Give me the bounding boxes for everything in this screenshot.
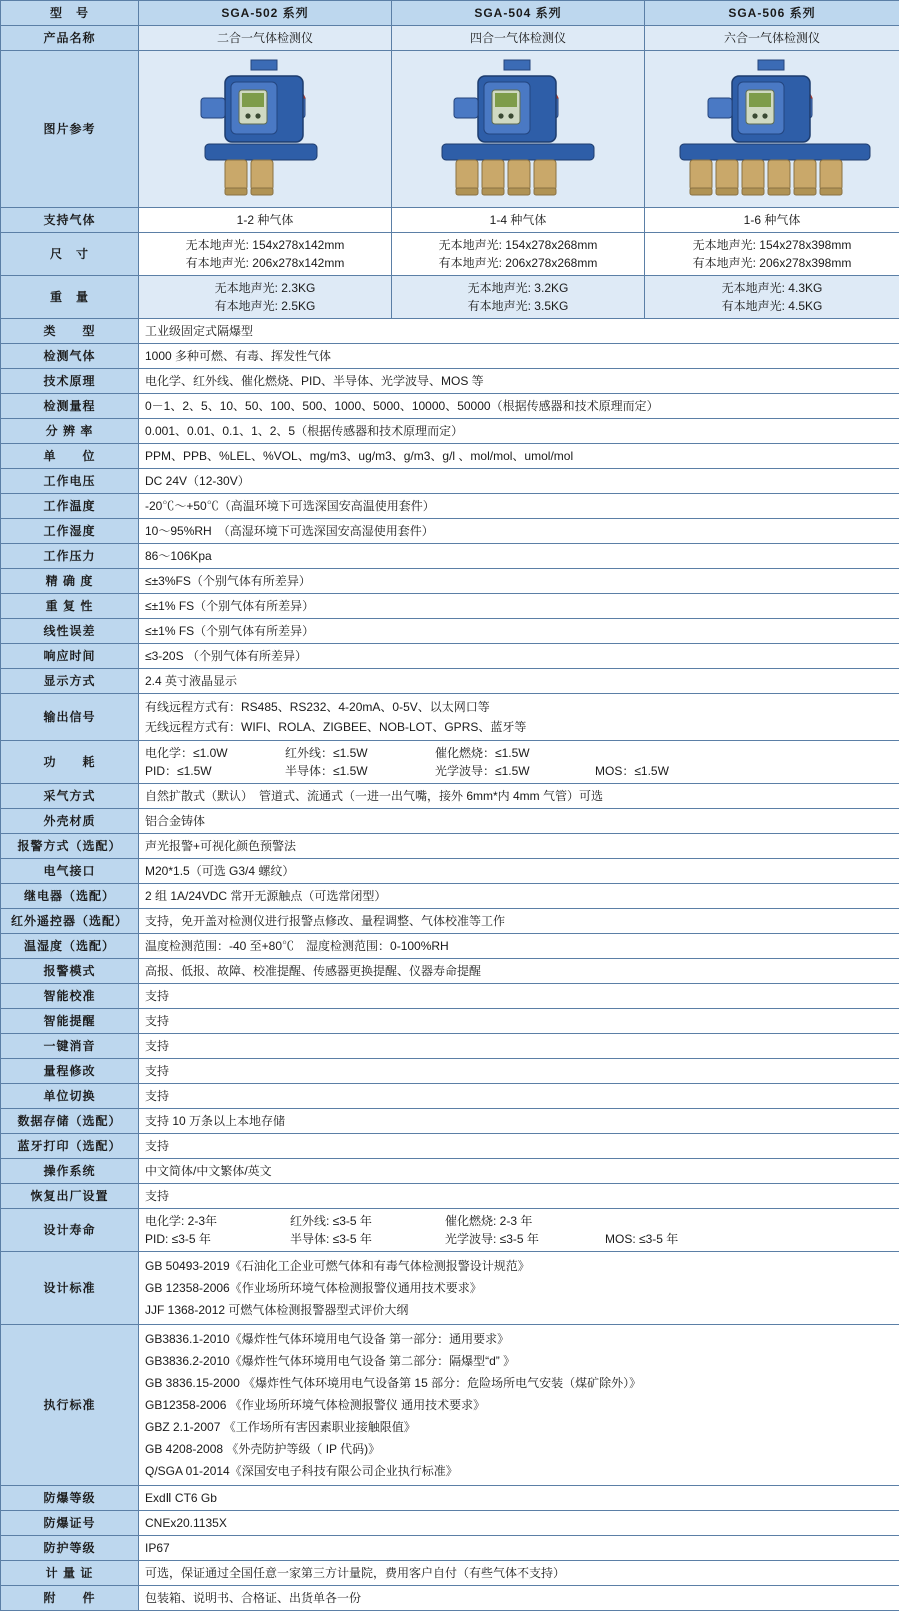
size-506-line1: 无本地声光: 154x278x398mm bbox=[651, 236, 893, 254]
table-row-range bbox=[1, 394, 899, 419]
exec-standard-3: GB 3836.15-2000 《爆炸性气体环境用电气设备第 15 部分：危险场所电气安装（煤矿除外）》 bbox=[145, 1372, 893, 1394]
row-value-os: 中文简体/中文繁体/英文 bbox=[139, 1159, 899, 1184]
row-label-weight: 重 量 bbox=[1, 276, 139, 319]
table-row-alarm-modes bbox=[1, 959, 899, 984]
table-row-relay-option bbox=[1, 884, 899, 909]
table-row-work-pressure bbox=[1, 544, 899, 569]
row-value-ip-grade: IP67 bbox=[139, 1536, 899, 1561]
row-value-output-signal bbox=[139, 694, 899, 741]
table-row-response-time bbox=[1, 644, 899, 669]
detector-illustration-6in1 bbox=[652, 54, 892, 199]
exec-standard-2: GB3836.2-2010《爆炸性气体环境用电气设备 第二部分：隔爆型“d” 》 bbox=[145, 1350, 893, 1372]
power-optical-waveguide: 光学波导：≤1.5W bbox=[435, 762, 595, 780]
row-value-work-pressure: 86～106Kpa bbox=[139, 544, 899, 569]
row-value-response-time: ≤3-20S （个别气体有所差异） bbox=[139, 644, 899, 669]
product-name-504: 四合一气体检测仪 bbox=[392, 26, 645, 51]
row-label-ex-grade: 防爆等级 bbox=[1, 1486, 139, 1511]
row-value-design-life bbox=[139, 1209, 899, 1252]
table-row-ex-cert bbox=[1, 1511, 899, 1536]
power-electrochemical: 电化学：≤1.0W bbox=[145, 744, 285, 762]
table-row-linear-error bbox=[1, 619, 899, 644]
row-label-principle: 技术原理 bbox=[1, 369, 139, 394]
row-value-unit-switch: 支持 bbox=[139, 1084, 899, 1109]
row-value-type: 工业级固定式隔爆型 bbox=[139, 319, 899, 344]
size-504-line1: 无本地声光: 154x278x268mm bbox=[398, 236, 638, 254]
table-row-resolution bbox=[1, 419, 899, 444]
row-label-accuracy: 精 确 度 bbox=[1, 569, 139, 594]
row-value-ex-cert: CNEx20.1135X bbox=[139, 1511, 899, 1536]
row-value-data-storage-option: 支持 10 万条以上本地存储 bbox=[139, 1109, 899, 1134]
row-label-display: 显示方式 bbox=[1, 669, 139, 694]
row-label-model: 型 号 bbox=[1, 1, 139, 26]
product-name-506: 六合一气体检测仪 bbox=[645, 26, 899, 51]
table-row-smart-reminder bbox=[1, 1009, 899, 1034]
table-row-image-reference bbox=[1, 51, 899, 208]
exec-standard-7: Q/SGA 01-2014《深国安电子科技有限公司企业执行标准》 bbox=[145, 1460, 893, 1482]
row-value-shell-material: 铝合金铸体 bbox=[139, 809, 899, 834]
detector-illustration-2in1 bbox=[165, 54, 365, 199]
power-mos: MOS：≤1.5W bbox=[595, 762, 725, 780]
row-value-linear-error: ≤±1% FS（个别气体有所差异） bbox=[139, 619, 899, 644]
exec-standard-4: GB12358-2006 《作业场所环境气体检测报警仪 通用技术要求》 bbox=[145, 1394, 893, 1416]
table-row-design-life bbox=[1, 1209, 899, 1252]
weight-502-line2: 有本地声光: 2.5KG bbox=[145, 297, 385, 315]
support-gas-504: 1-4 种气体 bbox=[392, 208, 645, 233]
row-label-power-consumption: 功 耗 bbox=[1, 741, 139, 784]
table-row-unit bbox=[1, 444, 899, 469]
table-row-one-key-mute bbox=[1, 1034, 899, 1059]
weight-506 bbox=[645, 276, 899, 319]
row-label-one-key-mute: 一键消音 bbox=[1, 1034, 139, 1059]
row-label-range: 检测量程 bbox=[1, 394, 139, 419]
row-label-voltage: 工作电压 bbox=[1, 469, 139, 494]
life-electrochemical: 电化学: 2-3年 bbox=[145, 1212, 290, 1230]
row-label-design-life: 设计寿命 bbox=[1, 1209, 139, 1252]
weight-504 bbox=[392, 276, 645, 319]
weight-504-line2: 有本地声光: 3.5KG bbox=[398, 297, 638, 315]
row-label-bluetooth-print-option: 蓝牙打印（选配） bbox=[1, 1134, 139, 1159]
row-label-data-storage-option: 数据存储（选配） bbox=[1, 1109, 139, 1134]
table-row-electrical-interface bbox=[1, 859, 899, 884]
life-optical-waveguide: 光学波导: ≤3-5 年 bbox=[445, 1230, 605, 1248]
table-row-work-temp bbox=[1, 494, 899, 519]
table-row-unit-switch bbox=[1, 1084, 899, 1109]
output-signal-wireless: 无线远程方式有：WIFI、ROLA、ZIGBEE、NOB-LOT、GPRS、蓝牙等 bbox=[145, 717, 893, 737]
power-semiconductor: 半导体：≤1.5W bbox=[285, 762, 435, 780]
size-502 bbox=[139, 233, 392, 276]
row-label-image-reference: 图片参考 bbox=[1, 51, 139, 208]
table-row-temp-humidity-option bbox=[1, 934, 899, 959]
power-catalytic: 催化燃烧：≤1.5W bbox=[435, 744, 595, 762]
row-label-metrology-cert: 计 量 证 bbox=[1, 1561, 139, 1586]
row-label-range-modify: 量程修改 bbox=[1, 1059, 139, 1084]
table-row-shell-material bbox=[1, 809, 899, 834]
table-row-accessories bbox=[1, 1586, 899, 1611]
life-semiconductor: 半导体: ≤3-5 年 bbox=[290, 1230, 445, 1248]
table-row-power-consumption bbox=[1, 741, 899, 784]
table-row-voltage bbox=[1, 469, 899, 494]
row-value-display: 2.4 英寸液晶显示 bbox=[139, 669, 899, 694]
row-value-unit: PPM、PPB、%LEL、%VOL、mg/m3、ug/m3、g/m3、g/l 、mol/mol、umol/mol bbox=[139, 444, 899, 469]
weight-504-line1: 无本地声光: 3.2KG bbox=[398, 279, 638, 297]
row-value-accuracy: ≤±3%FS（个别气体有所差异） bbox=[139, 569, 899, 594]
table-row-sampling bbox=[1, 784, 899, 809]
row-value-smart-calibration: 支持 bbox=[139, 984, 899, 1009]
table-row-ir-remote-option bbox=[1, 909, 899, 934]
row-label-temp-humidity-option: 温湿度（选配） bbox=[1, 934, 139, 959]
row-label-work-humidity: 工作湿度 bbox=[1, 519, 139, 544]
row-label-repeatability: 重 复 性 bbox=[1, 594, 139, 619]
row-label-type: 类 型 bbox=[1, 319, 139, 344]
row-label-sampling: 采气方式 bbox=[1, 784, 139, 809]
row-label-work-pressure: 工作压力 bbox=[1, 544, 139, 569]
row-label-ex-cert: 防爆证号 bbox=[1, 1511, 139, 1536]
row-label-ir-remote-option: 红外遥控器（选配） bbox=[1, 909, 139, 934]
table-row-os bbox=[1, 1159, 899, 1184]
row-value-alarm-modes: 高报、低报、故障、校准提醒、传感器更换提醒、仪器寿命提醒 bbox=[139, 959, 899, 984]
table-row-data-storage-option bbox=[1, 1109, 899, 1134]
size-502-line1: 无本地声光: 154x278x142mm bbox=[145, 236, 385, 254]
life-infrared: 红外线: ≤3-5 年 bbox=[290, 1212, 445, 1230]
row-label-exec-standards: 执行标准 bbox=[1, 1325, 139, 1486]
row-label-design-standards: 设计标准 bbox=[1, 1252, 139, 1325]
row-value-relay-option: 2 组 1A/24VDC 常开无源触点（可选常闭型） bbox=[139, 884, 899, 909]
table-row-display bbox=[1, 669, 899, 694]
product-image-504 bbox=[392, 51, 645, 208]
model-504: SGA-504 系列 bbox=[392, 1, 645, 26]
table-row-support-gas bbox=[1, 208, 899, 233]
table-row-smart-calibration bbox=[1, 984, 899, 1009]
power-line-2 bbox=[145, 762, 893, 780]
design-life-line-1 bbox=[145, 1212, 893, 1230]
row-value-work-humidity: 10～95%RH （高湿环境下可选深国安高湿使用套件） bbox=[139, 519, 899, 544]
row-value-power-consumption bbox=[139, 741, 899, 784]
design-standard-3: JJF 1368-2012 可燃气体检测报警器型式评价大纲 bbox=[145, 1299, 893, 1321]
table-row-bluetooth-print-option bbox=[1, 1134, 899, 1159]
row-value-ir-remote-option: 支持，免开盖对检测仪进行报警点修改、量程调整、气体校准等工作 bbox=[139, 909, 899, 934]
row-value-ex-grade: ExdⅡ CT6 Gb bbox=[139, 1486, 899, 1511]
size-506 bbox=[645, 233, 899, 276]
row-value-principle: 电化学、红外线、催化燃烧、PID、半导体、光学波导、MOS 等 bbox=[139, 369, 899, 394]
table-row-exec-standards bbox=[1, 1325, 899, 1486]
row-value-temp-humidity-option: 温度检测范围：-40 至+80℃ 湿度检测范围：0-100%RH bbox=[139, 934, 899, 959]
table-row-weight bbox=[1, 276, 899, 319]
row-value-accessories: 包装箱、说明书、合格证、出货单各一份 bbox=[139, 1586, 899, 1611]
row-value-factory-reset: 支持 bbox=[139, 1184, 899, 1209]
table-row-detect-gas bbox=[1, 344, 899, 369]
row-label-unit-switch: 单位切换 bbox=[1, 1084, 139, 1109]
table-row-ex-grade bbox=[1, 1486, 899, 1511]
table-row-range-modify bbox=[1, 1059, 899, 1084]
life-catalytic: 催化燃烧: 2-3 年 bbox=[445, 1212, 605, 1230]
weight-502-line1: 无本地声光: 2.3KG bbox=[145, 279, 385, 297]
row-label-output-signal: 输出信号 bbox=[1, 694, 139, 741]
row-value-alarm-mode-option: 声光报警+可视化颜色预警法 bbox=[139, 834, 899, 859]
row-label-accessories: 附 件 bbox=[1, 1586, 139, 1611]
row-value-metrology-cert: 可选，保证通过全国任意一家第三方计量院，费用客户自付（有些气体不支持） bbox=[139, 1561, 899, 1586]
row-value-smart-reminder: 支持 bbox=[139, 1009, 899, 1034]
table-row-ip-grade bbox=[1, 1536, 899, 1561]
row-label-smart-calibration: 智能校准 bbox=[1, 984, 139, 1009]
power-pid: PID：≤1.5W bbox=[145, 762, 285, 780]
output-signal-wired: 有线远程方式有：RS485、RS232、4-20mA、0-5V、以太网口等 bbox=[145, 697, 893, 717]
exec-standard-1: GB3836.1-2010《爆炸性气体环境用电气设备 第一部分：通用要求》 bbox=[145, 1328, 893, 1350]
exec-standard-6: GB 4208-2008 《外壳防护等级（ IP 代码)》 bbox=[145, 1438, 893, 1460]
row-label-unit: 单 位 bbox=[1, 444, 139, 469]
weight-506-line2: 有本地声光: 4.5KG bbox=[651, 297, 893, 315]
table-row-work-humidity bbox=[1, 519, 899, 544]
row-value-range: 0－1、2、5、10、50、100、500、1000、5000、10000、50000（根据传感器和技术原理而定） bbox=[139, 394, 899, 419]
table-row-principle bbox=[1, 369, 899, 394]
row-value-work-temp: -20℃～+50℃（高温环境下可选深国安高温使用套件） bbox=[139, 494, 899, 519]
row-label-size: 尺 寸 bbox=[1, 233, 139, 276]
table-row-output-signal bbox=[1, 694, 899, 741]
row-label-alarm-modes: 报警模式 bbox=[1, 959, 139, 984]
row-label-factory-reset: 恢复出厂设置 bbox=[1, 1184, 139, 1209]
row-label-linear-error: 线性误差 bbox=[1, 619, 139, 644]
row-value-bluetooth-print-option: 支持 bbox=[139, 1134, 899, 1159]
table-row-size bbox=[1, 233, 899, 276]
row-value-detect-gas: 1000 多种可燃、有毒、挥发性气体 bbox=[139, 344, 899, 369]
model-506: SGA-506 系列 bbox=[645, 1, 899, 26]
row-label-response-time: 响应时间 bbox=[1, 644, 139, 669]
size-506-line2: 有本地声光: 206x278x398mm bbox=[651, 254, 893, 272]
design-standard-1: GB 50493-2019《石油化工企业可燃气体和有毒气体检测报警设计规范》 bbox=[145, 1255, 893, 1277]
table-row-product-name bbox=[1, 26, 899, 51]
row-label-shell-material: 外壳材质 bbox=[1, 809, 139, 834]
product-name-502: 二合一气体检测仪 bbox=[139, 26, 392, 51]
row-label-electrical-interface: 电气接口 bbox=[1, 859, 139, 884]
row-label-support-gas: 支持气体 bbox=[1, 208, 139, 233]
support-gas-506: 1-6 种气体 bbox=[645, 208, 899, 233]
detector-illustration-4in1 bbox=[408, 54, 628, 199]
table-row-accuracy bbox=[1, 569, 899, 594]
table-row-design-standards bbox=[1, 1252, 899, 1325]
table-row-type bbox=[1, 319, 899, 344]
row-value-voltage: DC 24V（12-30V） bbox=[139, 469, 899, 494]
row-label-detect-gas: 检测气体 bbox=[1, 344, 139, 369]
table-row-metrology-cert bbox=[1, 1561, 899, 1586]
row-value-design-standards bbox=[139, 1252, 899, 1325]
row-label-resolution: 分 辨 率 bbox=[1, 419, 139, 444]
row-value-resolution: 0.001、0.01、0.1、1、2、5（根据传感器和技术原理而定） bbox=[139, 419, 899, 444]
row-label-relay-option: 继电器（选配） bbox=[1, 884, 139, 909]
row-value-one-key-mute: 支持 bbox=[139, 1034, 899, 1059]
row-label-os: 操作系统 bbox=[1, 1159, 139, 1184]
support-gas-502: 1-2 种气体 bbox=[139, 208, 392, 233]
design-standard-2: GB 12358-2006《作业场所环境气体检测报警仪通用技术要求》 bbox=[145, 1277, 893, 1299]
table-row-repeatability bbox=[1, 594, 899, 619]
life-pid: PID: ≤3-5 年 bbox=[145, 1230, 290, 1248]
model-502: SGA-502 系列 bbox=[139, 1, 392, 26]
product-image-506 bbox=[645, 51, 899, 208]
exec-standard-5: GBZ 2.1-2007 《工作场所有害因素职业接触限值》 bbox=[145, 1416, 893, 1438]
row-value-sampling: 自然扩散式（默认） 管道式、流通式（一进一出气嘴，接外 6mm*内 4mm 气管）可选 bbox=[139, 784, 899, 809]
power-line-1 bbox=[145, 744, 893, 762]
row-value-electrical-interface: M20*1.5（可选 G3/4 螺纹） bbox=[139, 859, 899, 884]
row-label-alarm-mode-option: 报警方式（选配） bbox=[1, 834, 139, 859]
row-label-smart-reminder: 智能提醒 bbox=[1, 1009, 139, 1034]
row-value-repeatability: ≤±1% FS（个别气体有所差异） bbox=[139, 594, 899, 619]
row-value-range-modify: 支持 bbox=[139, 1059, 899, 1084]
design-life-line-2 bbox=[145, 1230, 893, 1248]
size-504 bbox=[392, 233, 645, 276]
row-value-exec-standards bbox=[139, 1325, 899, 1486]
weight-506-line1: 无本地声光: 4.3KG bbox=[651, 279, 893, 297]
table-row-model bbox=[1, 1, 899, 26]
life-mos: MOS: ≤3-5 年 bbox=[605, 1230, 735, 1248]
row-label-work-temp: 工作温度 bbox=[1, 494, 139, 519]
table-row-factory-reset bbox=[1, 1184, 899, 1209]
size-504-line2: 有本地声光: 206x278x268mm bbox=[398, 254, 638, 272]
row-label-ip-grade: 防护等级 bbox=[1, 1536, 139, 1561]
product-image-502 bbox=[139, 51, 392, 208]
row-label-product-name: 产品名称 bbox=[1, 26, 139, 51]
table-row-alarm-mode-option bbox=[1, 834, 899, 859]
weight-502 bbox=[139, 276, 392, 319]
power-infrared: 红外线：≤1.5W bbox=[285, 744, 435, 762]
size-502-line2: 有本地声光: 206x278x142mm bbox=[145, 254, 385, 272]
